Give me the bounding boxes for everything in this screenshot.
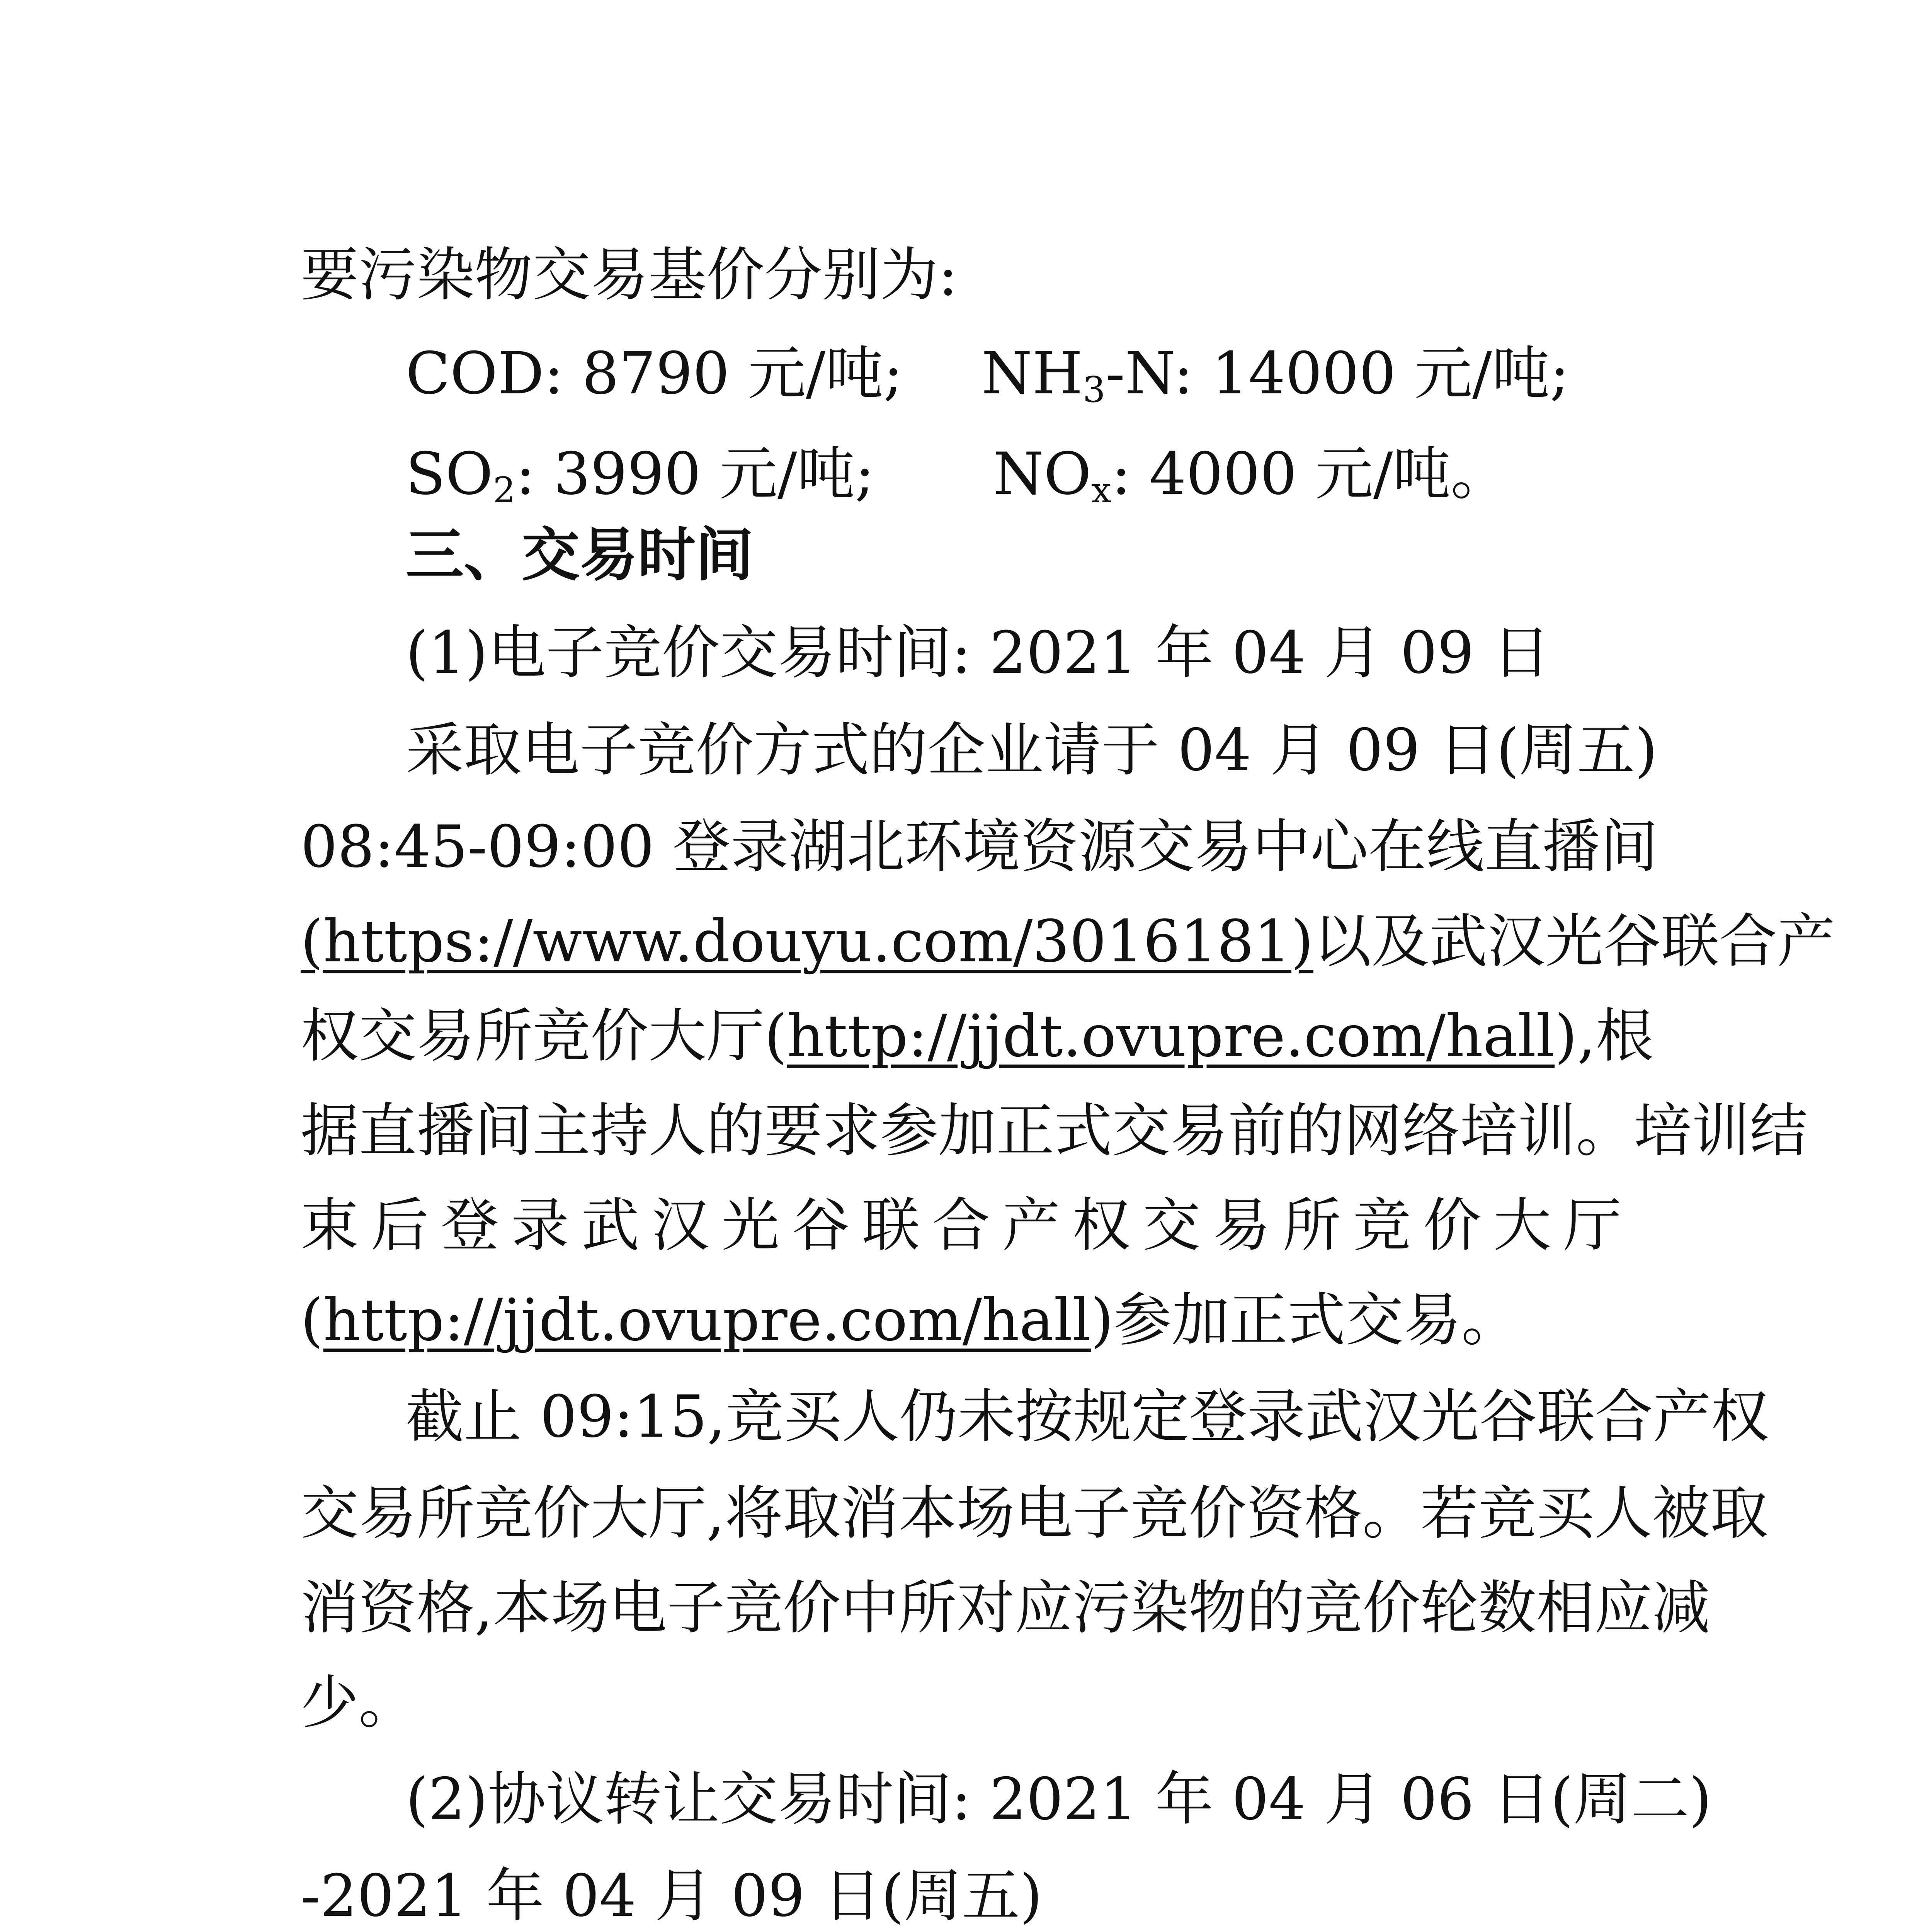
section3-item1-line5: 据直播间主持人的要求参加正式交易前的网络培训。培训结 <box>301 1097 1808 1165</box>
section3-item2-line1: (2)协议转让交易时间: 2021 年 04 月 06 日(周二) <box>406 1766 1712 1833</box>
intro-text: 要污染物交易基价分别为: <box>301 242 958 309</box>
nox-label: $NO_x$: <box>993 440 1131 511</box>
cod-label: COD: <box>406 340 564 407</box>
line3-rest: 以及武汉光谷联合产 <box>1313 908 1835 975</box>
nh3-value: 14000 元/吨; <box>1211 340 1570 407</box>
section3-item1-line2: 08:45-09:00 登录湖北环境资源交易中心在线直播间 <box>301 813 1658 881</box>
line7-post: )参加正式交易。 <box>1091 1287 1519 1354</box>
nh3-label: $NH_3-N$: <box>981 340 1193 410</box>
line4-post: ),根 <box>1555 1003 1654 1070</box>
price-nox <box>993 431 1509 517</box>
deadline-line2: 交易所竞价大厅,将取消本场电子竞价资格。若竞买人被取 <box>301 1480 1768 1547</box>
hall-link[interactable]: http://jjdt.ovupre.com/hall <box>787 1003 1555 1070</box>
section3-item1-line1: 采取电子竞价方式的企业请于 04 月 09 日(周五) <box>406 717 1658 784</box>
nox-value: 4000 元/吨。 <box>1149 440 1509 508</box>
section3-item1-line7 <box>301 1277 1621 1364</box>
section3-item1-line3 <box>301 898 1835 985</box>
douyu-link[interactable]: (https://www.douyu.com/3016181) <box>301 908 1313 975</box>
so2-label: $SO_2$: <box>406 440 535 511</box>
hall-link-2[interactable]: http://jjdt.ovupre.com/hall <box>323 1287 1091 1354</box>
section3-heading: 三、交易时间 <box>406 522 754 589</box>
section3-item2-line2: -2021 年 04 月 09 日(周五) <box>301 1862 1043 1930</box>
section3-item1-line6: 束后登录武汉光谷联合产权交易所竞价大厅 <box>301 1192 1621 1259</box>
deadline-line3: 消资格,本场电子竞价中所对应污染物的竞价轮数相应减 <box>301 1575 1710 1642</box>
deadline-line4: 少。 <box>301 1669 417 1736</box>
line7-pre: ( <box>301 1287 323 1354</box>
so2-value: 3990 元/吨; <box>553 440 875 508</box>
line4-pre: 权交易所竞价大厅( <box>301 1003 787 1070</box>
price-cod <box>406 330 903 417</box>
deadline-line1: 截止 09:15,竞买人仍未按规定登录武汉光谷联合产权 <box>406 1383 1769 1451</box>
price-so2 <box>406 431 874 517</box>
section3-item1-title: (1)电子竞价交易时间: 2021 年 04 月 09 日 <box>406 619 1551 687</box>
price-nh3n <box>981 330 1569 417</box>
section3-item1-line4 <box>301 993 1654 1080</box>
cod-value: 8790 元/吨; <box>582 340 903 407</box>
